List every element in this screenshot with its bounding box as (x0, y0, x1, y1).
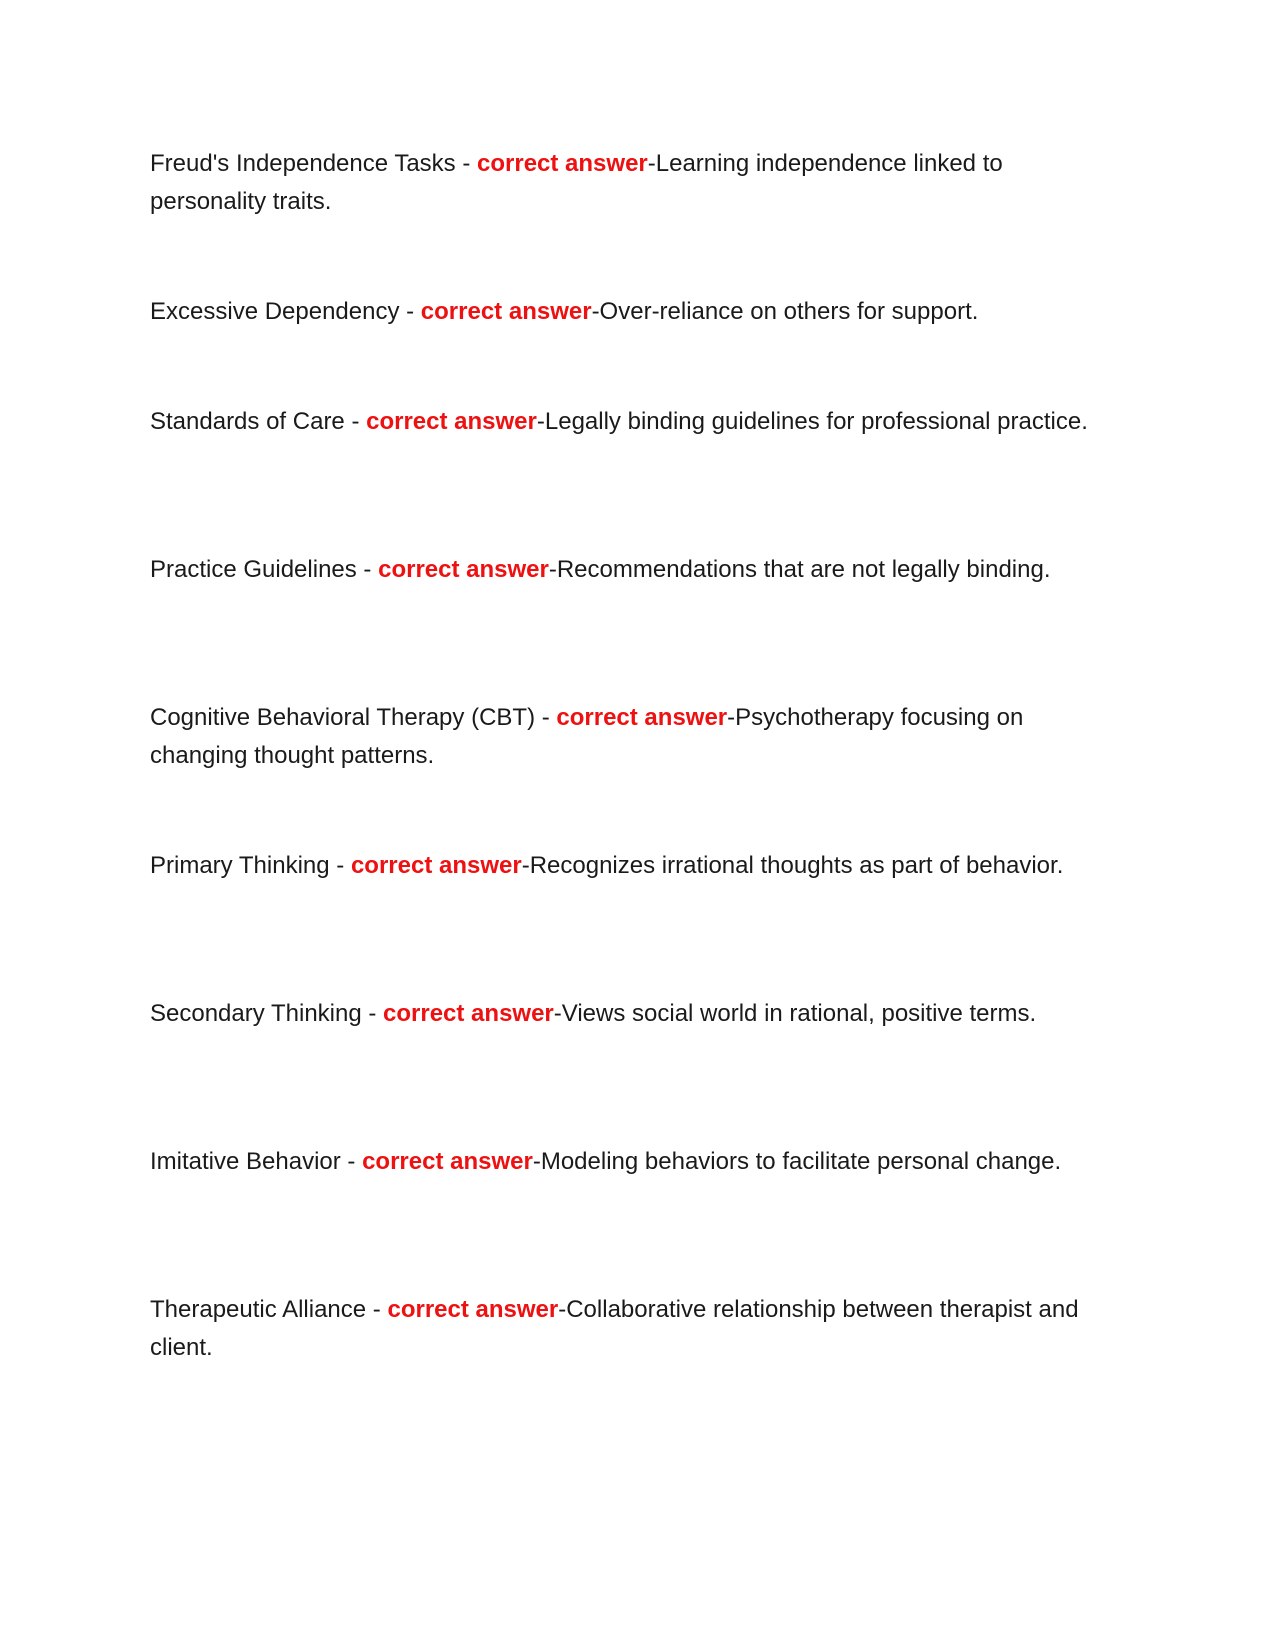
qa-entry-1 (150, 145, 1110, 221)
document-page (150, 145, 1110, 1439)
entry-definition: -Recognizes irrational thoughts as part of behavior. (521, 852, 1064, 879)
entry-separator: - (455, 150, 477, 177)
entry-separator: - (344, 408, 367, 435)
entry-separator: - (340, 1148, 363, 1175)
qa-entry-9 (150, 1291, 1110, 1367)
entry-definition: -Recommendations that are not legally binding. (548, 556, 1051, 583)
correct-answer-label: correct answer (387, 1296, 559, 1323)
entry-term: Cognitive Behavioral Therapy (CBT) (150, 704, 536, 731)
entry-term: Standards of Care (150, 408, 345, 435)
entry-term: Primary Thinking (150, 852, 330, 879)
entry-term: Excessive Dependency (150, 298, 400, 325)
qa-entry-6 (150, 847, 1110, 923)
entry-separator: - (356, 556, 379, 583)
entry-term: Imitative Behavior (150, 1148, 341, 1175)
correct-answer-label: correct answer (477, 150, 648, 177)
correct-answer-label: correct answer (556, 704, 728, 731)
correct-answer-label: correct answer (378, 556, 549, 583)
entry-term: Practice Guidelines (150, 556, 357, 583)
correct-answer-label: correct answer (383, 1000, 554, 1027)
correct-answer-label: correct answer (362, 1148, 533, 1175)
entry-term: Therapeutic Alliance (150, 1296, 367, 1323)
entry-definition: -Learning independence linked to personality traits. (150, 150, 1003, 215)
qa-entry-2 (150, 293, 1110, 331)
entry-definition: -Modeling behaviors to facilitate personal change. (532, 1148, 1062, 1175)
correct-answer-label: correct answer (350, 852, 522, 879)
correct-answer-label: correct answer (366, 408, 537, 435)
entry-definition: -Collaborative relationship between therapist and client. (150, 1296, 1079, 1361)
entry-definition: -Legally binding guidelines for professional practice. (536, 408, 1088, 435)
entry-term: Secondary Thinking (150, 1000, 362, 1027)
qa-entry-3 (150, 403, 1110, 479)
entry-definition: -Psychotherapy focusing on changing thought patterns. (150, 704, 1024, 769)
entry-separator: - (329, 852, 351, 879)
qa-entry-4 (150, 551, 1110, 627)
entry-separator: - (399, 298, 421, 325)
entry-separator: - (366, 1296, 388, 1323)
qa-entry-8 (150, 1143, 1110, 1219)
entry-separator: - (361, 1000, 384, 1027)
qa-entry-7 (150, 995, 1110, 1071)
entry-term: Freud's Independence Tasks (150, 150, 456, 177)
qa-entry-5 (150, 699, 1110, 775)
entry-definition: -Views social world in rational, positive terms. (553, 1000, 1037, 1027)
entry-separator: - (535, 704, 557, 731)
correct-answer-label: correct answer (420, 298, 592, 325)
entry-definition: -Over-reliance on others for support. (591, 298, 979, 325)
